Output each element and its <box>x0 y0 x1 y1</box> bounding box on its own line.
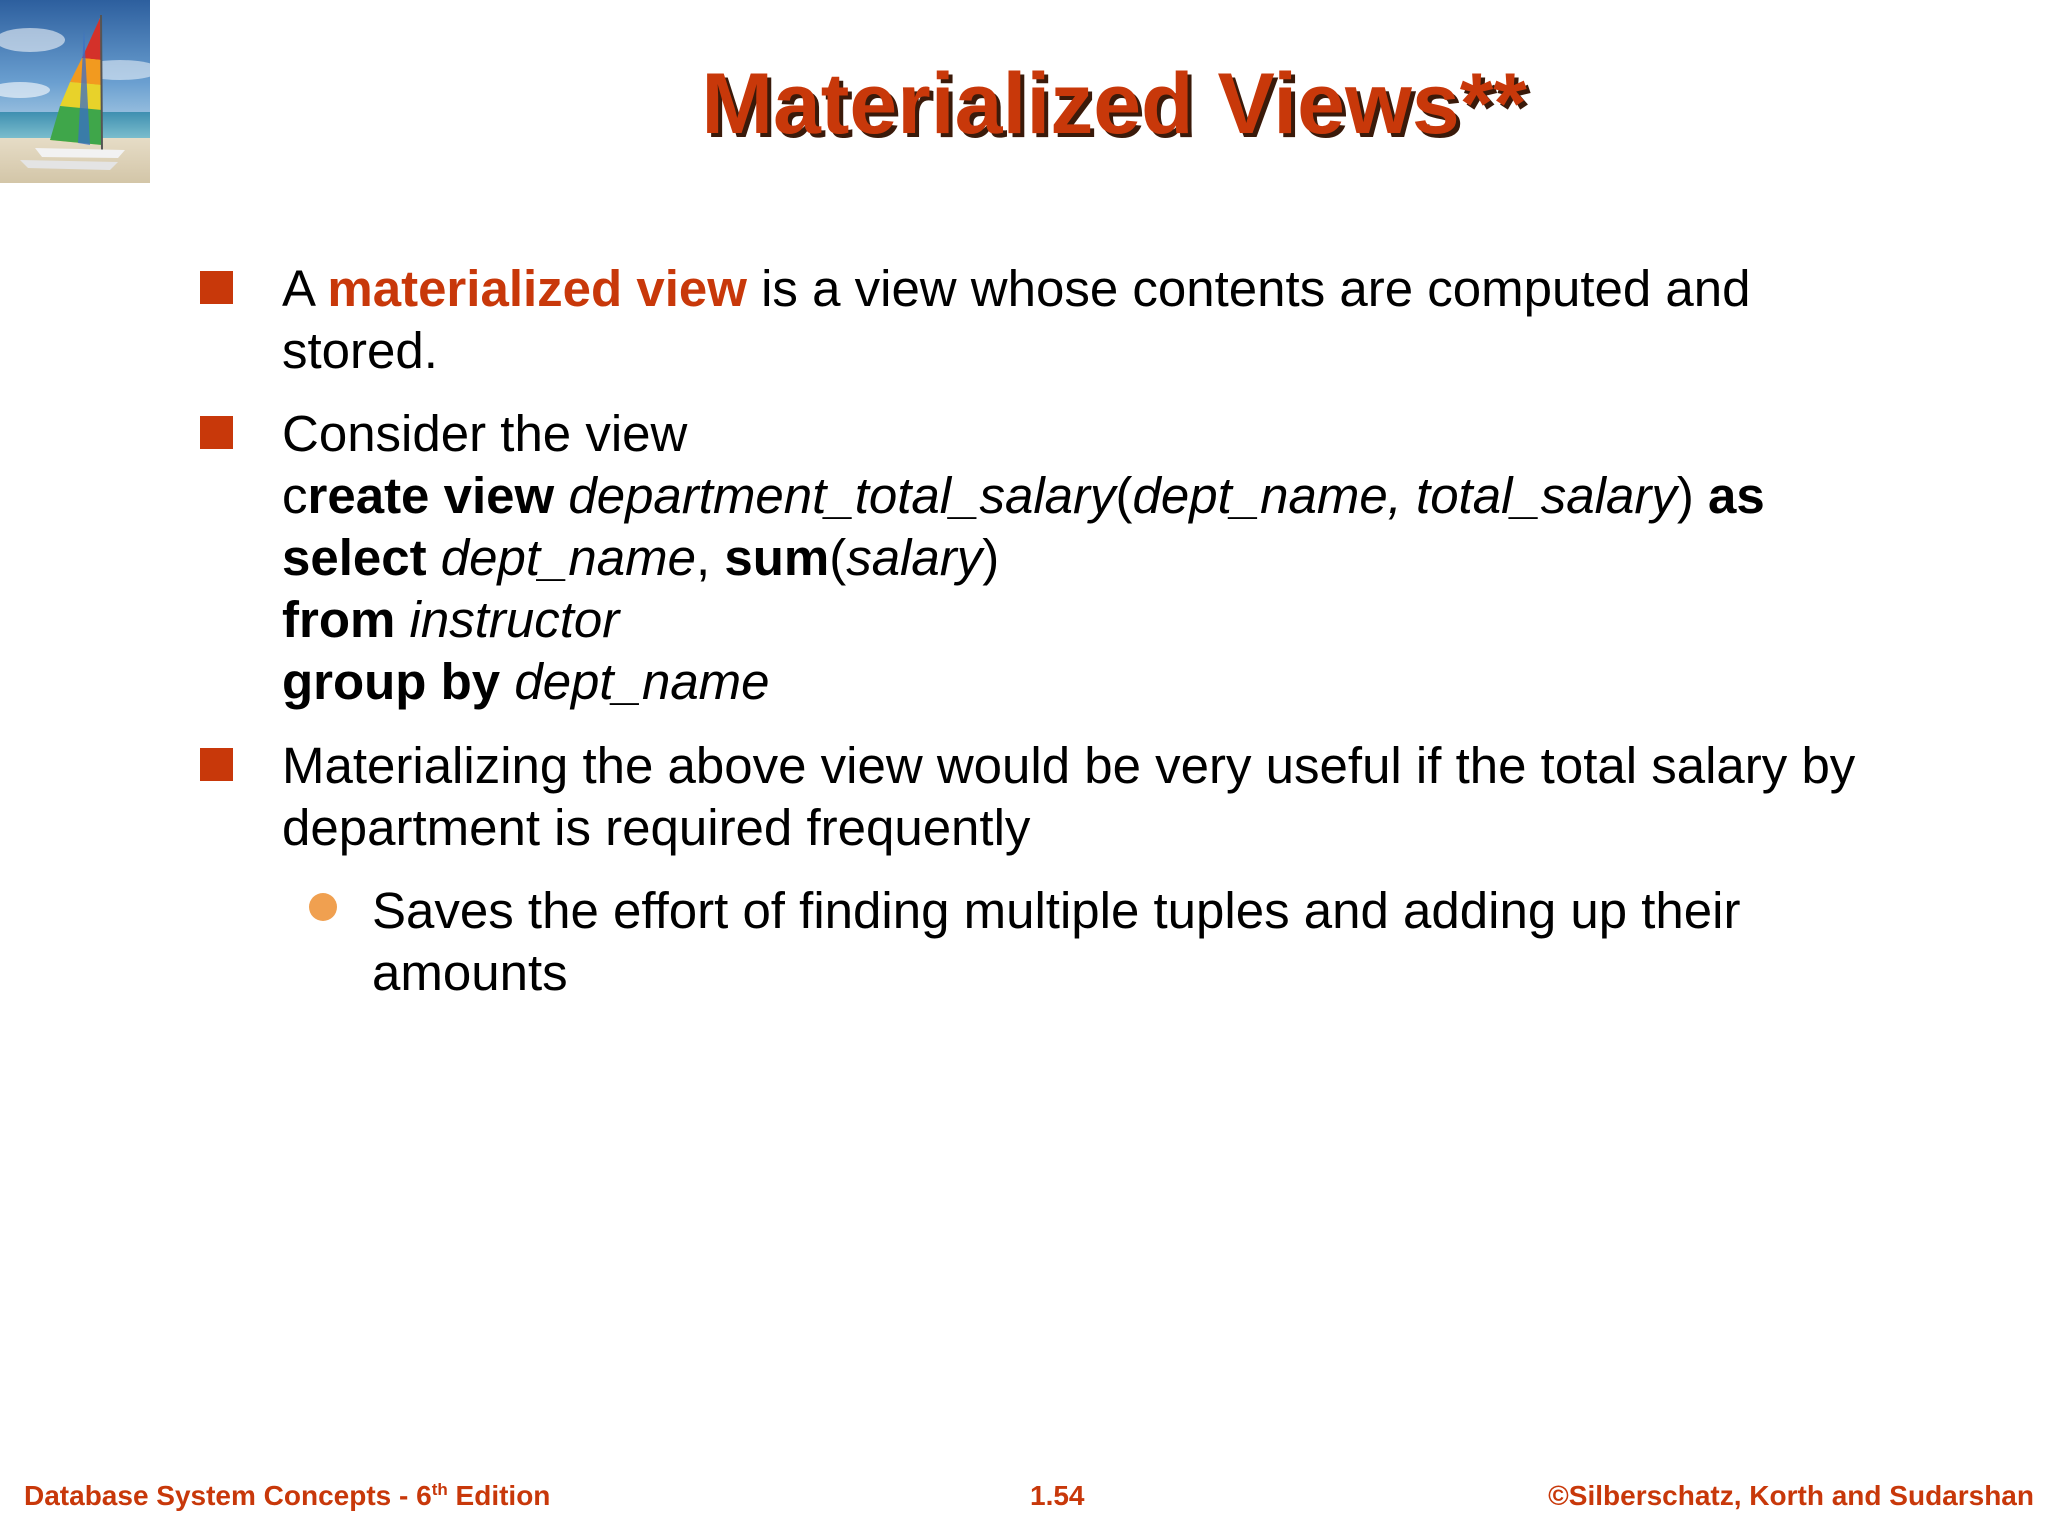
sub-bullet-saves-effort <box>372 880 1740 1004</box>
bullet-line: Materializing the above view would be very useful if the total salary by <box>282 737 1856 794</box>
bullet-materialized-view-definition <box>282 258 1750 382</box>
sql-identifier: department_total_salary <box>568 467 1116 524</box>
slide-title: Materialized Views** <box>701 56 1527 152</box>
sql-identifier: dept_name <box>440 529 696 586</box>
footer-page-number: 1.54 <box>1030 1480 1085 1511</box>
footer-text: Database System Concepts - 6 <box>24 1480 432 1511</box>
bullet-materializing-useful <box>282 735 1855 859</box>
circle-bullet-icon <box>309 893 337 921</box>
bullet-line: amounts <box>372 944 568 1001</box>
sql-identifier: instructor <box>409 591 620 648</box>
bullet-line: Consider the view <box>282 405 688 462</box>
square-bullet-icon <box>200 748 233 781</box>
footer-text: Edition <box>447 1480 551 1511</box>
term-materialized-view: materialized view <box>327 260 747 317</box>
bullet-line: stored. <box>282 322 438 379</box>
sql-line-group-by <box>282 651 1765 713</box>
footer-superscript: th <box>431 1480 448 1499</box>
footer-copyright: ©Silberschatz, Korth and Sudarshan <box>1548 1480 2034 1511</box>
text-fragment: A <box>282 260 328 317</box>
sql-fragment: , <box>695 529 725 586</box>
bullet-line: department is required frequently <box>282 799 1031 856</box>
sql-keyword: sum <box>724 529 830 586</box>
sql-identifier: dept_name, total_salary <box>1132 467 1677 524</box>
sql-keyword: group by <box>282 653 501 710</box>
sql-identifier: dept_name <box>514 653 770 710</box>
sql-fragment: ) <box>1676 467 1708 524</box>
sql-keyword: from <box>282 591 396 648</box>
square-bullet-icon <box>200 416 233 449</box>
sql-fragment: ( <box>829 529 847 586</box>
bullet-consider-view <box>282 403 1765 713</box>
sql-line-create <box>282 465 1765 527</box>
square-bullet-icon <box>200 271 233 304</box>
bullet-line: Saves the effort of finding multiple tuples and adding up their <box>372 882 1741 939</box>
sql-keyword: reate view <box>307 467 555 524</box>
sql-fragment: c <box>282 467 308 524</box>
text-fragment: is a view whose contents are computed and <box>746 260 1751 317</box>
sql-identifier: salary <box>846 529 983 586</box>
sql-line-select <box>282 527 1765 589</box>
slide-footer <box>0 1466 2048 1536</box>
bullet-line <box>282 258 1750 320</box>
sql-fragment: ) <box>982 529 1000 586</box>
sql-fragment: ( <box>1115 467 1133 524</box>
footer-book-title <box>24 1480 550 1512</box>
sql-keyword: as <box>1707 467 1765 524</box>
sql-line-from <box>282 589 1765 651</box>
sql-keyword: select <box>282 529 427 586</box>
